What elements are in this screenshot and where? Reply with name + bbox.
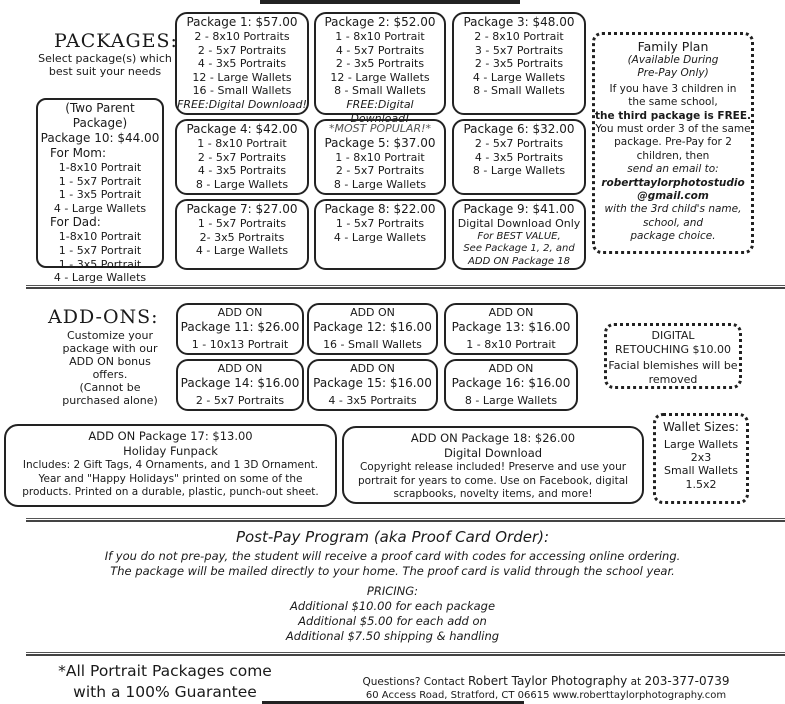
package-7-box: Package 7: $27.00 1 - 5x7 Portraits 2- 3x5 Portraits 4 - Large Wallets: [175, 199, 309, 270]
guarantee-text: *All Portrait Packages come with a 100% Guarantee: [58, 662, 272, 701]
company-name: Robert Taylor Photography: [468, 674, 628, 688]
addons-heading: ADD-ONS:: [48, 306, 159, 328]
addon-package-12-box: ADD ON Package 12: $16.00 16 - Small Wallets: [307, 303, 438, 355]
packages-subheading: Select package(s) which best suit your needs: [38, 52, 172, 78]
packages-heading: PACKAGES:: [54, 30, 178, 52]
package-4-box: Package 4: $42.00 1 - 8x10 Portrait 2 - 5x7 Portraits 4 - 3x5 Portraits 8 - Large Wallets: [175, 119, 309, 195]
phone-number: 203-377-0739: [644, 674, 730, 688]
addon-package-13-box: ADD ON Package 13: $16.00 1 - 8x10 Portrait: [444, 303, 578, 355]
family-plan-title: Family Plan: [637, 39, 709, 54]
section-divider: [26, 285, 785, 289]
package-title: Package 1: $57.00: [186, 15, 298, 29]
family-plan-email: roberttaylorphotostudio: [601, 176, 745, 189]
package-1-box: Package 1: $57.00 2 - 8x10 Portraits 2 - 5x7 Portraits 4 - 3x5 Portraits 12 - Large Wallets 16 - Small Wallets FREE:Digital Download!: [175, 12, 309, 115]
free-digital-note: FREE:Digital Download!: [346, 97, 414, 125]
digital-retouching-box: DIGITAL RETOUCHING $10.00 Facial blemishes will be removed: [604, 323, 742, 389]
package-9-box: Package 9: $41.00 Digital Download Only For BEST VALUE, See Package 1, 2, and ADD ON Package 18: [452, 199, 586, 270]
wallet-sizes-box: Wallet Sizes: Large Wallets 2x3 Small Wallets 1.5x2: [653, 413, 749, 504]
addon-package-15-box: ADD ON Package 15: $16.00 4 - 3x5 Portraits: [307, 359, 438, 411]
addon-package-18-box: ADD ON Package 18: $26.00 Digital Download Copyright release included! Preserve and use your portrait for years to come. Use on Facebook, digital scrapbooks, novelty items, and more!: [342, 426, 644, 504]
family-plan-box: Family Plan (Available During Pre-Pay Only) If you have 3 children in the same school, the third package is FREE. You must order 3 of the same package. Pre-Pay for 2 children, then send an email to: roberttaylorphotostudio @gmail.com with the 3rd child's name, school, and package choice.: [592, 32, 754, 254]
addons-subheading: Customize your package with our ADD ON bonus offers. (Cannot be purchased alone): [62, 329, 158, 407]
package-10-box: (Two Parent Package) Package 10: $44.00 For Mom: 1-8x10 Portrait 1 - 5x7 Portrait 1 - 3x5 Portrait 4 - Large Wallets For Dad: 1-8x10 Portrait 1 - 5x7 Portrait 1 - 3x5 Portrait 4 - Large Wallets: [36, 98, 164, 268]
addon-package-14-box: ADD ON Package 14: $16.00 2 - 5x7 Portraits: [176, 359, 304, 411]
package-8-box: Package 8: $22.00 1 - 5x7 Portraits 4 - Large Wallets: [314, 199, 446, 270]
addon-package-16-box: ADD ON Package 16: $16.00 8 - Large Wallets: [444, 359, 578, 411]
postpay-section: Post-Pay Program (aka Proof Card Order): If you do not pre-pay, the student will receive a proof card with codes for accessing online ordering. The package will be mailed directly to your home. The proof card is valid through the school year. PRICING: Additional $10.00 for each package Additional $5.00 for each add on Additional $7.50 shipping & handling: [0, 527, 785, 644]
free-digital-note: FREE:Digital Download!: [177, 97, 307, 111]
contact-info: Questions? Contact Robert Taylor Photography at 203-377-0739 60 Access Road, Stratford, CT 06615 www.roberttaylorphotography.com: [336, 674, 756, 703]
addon-package-17-box: ADD ON Package 17: $13.00 Holiday Funpack Includes: 2 Gift Tags, 4 Ornaments, and 1 3D Ornament. Year and "Happy Holidays" printed on some of the products. Printed on a durable, plastic, punch-out sheet.: [4, 424, 337, 507]
package-5-box: *MOST POPULAR!* Package 5: $37.00 1 - 8x10 Portrait 2 - 5x7 Portraits 8 - Large Wallets: [314, 119, 446, 195]
postpay-title: Post-Pay Program (aka Proof Card Order):: [235, 528, 550, 546]
addon-package-11-box: ADD ON Package 11: $26.00 1 - 10x13 Portrait: [176, 303, 304, 355]
top-bar: [260, 0, 520, 4]
most-popular-badge: *MOST POPULAR!*: [328, 122, 432, 135]
package-6-box: Package 6: $32.00 2 - 5x7 Portraits 4 - 3x5 Portraits 8 - Large Wallets: [452, 119, 586, 195]
section-divider: [26, 518, 785, 522]
package-2-box: Package 2: $52.00 1 - 8x10 Portrait 4 - 5x7 Portraits 2 - 3x5 Portraits 12 - Large Wallets 8 - Small Wallets FREE:Digital Download!: [314, 12, 446, 115]
package-3-box: Package 3: $48.00 2 - 8x10 Portrait 3 - 5x7 Portraits 2 - 3x5 Portraits 4 - Large Wallets 8 - Small Wallets: [452, 12, 586, 115]
address: 60 Access Road, Stratford, CT 06615 www.roberttaylorphotography.com: [365, 690, 727, 701]
section-divider: [26, 652, 785, 656]
